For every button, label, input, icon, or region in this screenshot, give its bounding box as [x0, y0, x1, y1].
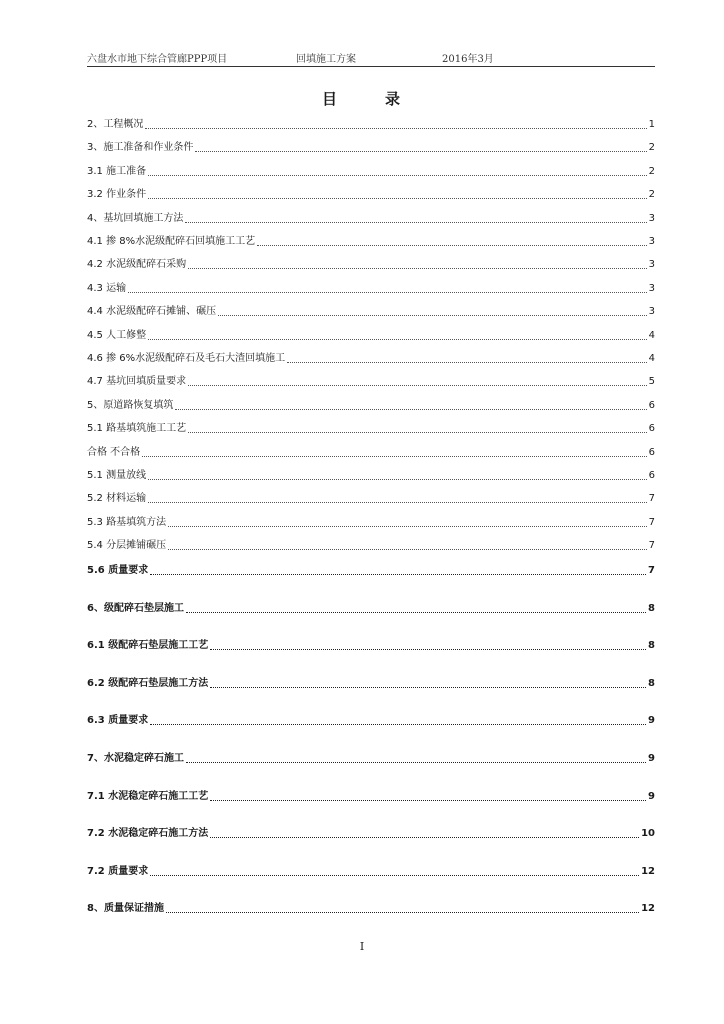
toc-entry[interactable]	[87, 397, 655, 413]
toc-entry-page: 7	[648, 516, 655, 528]
toc-entry-label: 5.4 分层摊铺碾压	[87, 540, 167, 552]
toc-entry-page: 2	[648, 189, 655, 201]
toc-entry[interactable]	[87, 210, 655, 226]
toc-entry-label: 6.3 质量要求	[87, 715, 149, 727]
toc-dot-leader	[148, 501, 647, 503]
toc-entry-page: 10	[641, 828, 655, 840]
toc-entry[interactable]	[87, 350, 655, 366]
toc-entry[interactable]	[87, 490, 655, 506]
toc-entry-label: 4.3 运输	[87, 282, 127, 294]
toc-entry-label: 4、基坑回填施工方法	[87, 212, 184, 224]
toc-entry-page: 3	[648, 259, 655, 271]
toc-entry-label: 6、级配碎石垫层施工	[87, 602, 184, 614]
toc-entry[interactable]	[87, 467, 655, 483]
toc-dot-leader	[148, 174, 647, 176]
toc-entry-page: 6	[648, 470, 655, 481]
page-header	[87, 50, 655, 67]
toc-entry[interactable]	[87, 327, 655, 343]
toc-entry[interactable]	[87, 444, 655, 460]
toc-dot-leader	[257, 244, 647, 246]
toc-entry[interactable]	[87, 256, 655, 272]
toc-dot-leader	[195, 150, 646, 152]
toc-entry-label: 2、工程概况	[87, 119, 144, 130]
toc-entry[interactable]	[87, 637, 655, 653]
toc-dot-leader	[148, 338, 647, 340]
toc-entry-label: 5.1 路基填筑施工工艺	[87, 423, 187, 435]
toc-entry[interactable]	[87, 163, 655, 179]
toc-entry[interactable]	[87, 186, 655, 202]
toc-entry[interactable]	[87, 116, 655, 132]
toc-entry[interactable]	[87, 303, 655, 319]
header-doc-title: 回填施工方案	[296, 54, 356, 65]
toc-dot-leader	[150, 723, 646, 725]
toc-entry-label: 4.6 掺 6%水泥级配碎石及毛石大渣回填施工	[87, 353, 286, 364]
toc-entry-page: 3	[648, 282, 655, 294]
toc-entry[interactable]	[87, 562, 655, 578]
toc-entry-label: 4.4 水泥级配碎石摊铺、碾压	[87, 306, 217, 318]
toc-entry-page: 7	[648, 493, 655, 505]
toc-entry-label: 6.1 级配碎石垫层施工工艺	[87, 640, 209, 652]
toc-entry-label: 5.3 路基填筑方法	[87, 516, 167, 528]
toc-entry[interactable]	[87, 420, 655, 436]
toc-entry-label: 4.2 水泥级配碎石采购	[87, 259, 187, 271]
toc-entry-label: 7.1 水泥稳定碎石施工工艺	[87, 790, 209, 802]
toc-entry-page: 3	[648, 236, 655, 247]
toc-dot-leader	[210, 686, 646, 688]
toc-entry-page: 2	[648, 165, 655, 177]
toc-entry-label: 5.1 测量放线	[87, 470, 147, 481]
toc-entry-page: 6	[648, 399, 655, 411]
toc-dot-leader	[287, 361, 647, 363]
toc-dot-leader	[145, 127, 646, 129]
toc-entry[interactable]	[87, 537, 655, 553]
toc-entry-page: 9	[648, 715, 655, 727]
toc-entry-page: 9	[648, 790, 655, 802]
toc-entry-label: 7.2 水泥稳定碎石施工方法	[87, 828, 209, 840]
toc-entry-label: 5.2 材料运输	[87, 493, 147, 505]
toc-dot-leader	[142, 455, 646, 457]
toc-dot-leader	[175, 408, 646, 410]
toc-dot-leader	[188, 384, 647, 386]
toc-entry-page: 7	[648, 565, 655, 576]
toc-entry[interactable]	[87, 139, 655, 155]
toc-entry-page: 12	[641, 865, 655, 877]
toc-entry-page: 8	[648, 677, 655, 689]
toc-dot-leader	[128, 291, 647, 293]
toc-entry-page: 8	[648, 640, 655, 652]
page-number: I	[359, 940, 365, 953]
toc-dot-leader	[188, 267, 647, 269]
toc-entry[interactable]	[87, 825, 655, 841]
toc-entry-page: 6	[648, 446, 655, 458]
toc-entry-label: 3、施工准备和作业条件	[87, 142, 194, 154]
toc-dot-leader	[166, 911, 639, 913]
toc-title	[0, 88, 724, 109]
toc-entry-page: 2	[648, 142, 655, 154]
toc-entry[interactable]	[87, 788, 655, 804]
header-date: 2016年3月	[442, 54, 494, 65]
toc-entry[interactable]	[87, 373, 655, 389]
toc-entry-page: 12	[641, 903, 655, 915]
toc-entry-page: 3	[648, 212, 655, 224]
toc-entry-page: 7	[648, 540, 655, 552]
toc-entry-label: 7、水泥稳定碎石施工	[87, 753, 184, 764]
toc-dot-leader	[186, 761, 646, 763]
toc-entry-page: 6	[648, 423, 655, 435]
toc-dot-leader	[148, 478, 647, 480]
toc-dot-leader	[210, 836, 639, 838]
toc-dot-leader	[186, 611, 646, 613]
toc-dot-leader	[168, 525, 647, 527]
toc-entry-page: 3	[648, 306, 655, 318]
toc-dot-leader	[150, 874, 639, 876]
toc-entry-label: 6.2 级配碎石垫层施工方法	[87, 677, 209, 689]
toc-entry-page: 9	[648, 753, 655, 764]
toc-dot-leader	[150, 573, 646, 575]
toc-entry-label: 合格 不合格	[87, 446, 141, 458]
toc-entry-page: 8	[648, 602, 655, 614]
toc-dot-leader	[210, 799, 646, 801]
toc-title-char-1: 目	[321, 90, 339, 108]
toc-entry-label: 8、质量保证措施	[87, 903, 164, 915]
toc-entry[interactable]	[87, 863, 655, 879]
toc-entry[interactable]	[87, 675, 655, 691]
toc-dot-leader	[168, 548, 647, 550]
toc-dot-leader	[148, 197, 647, 199]
toc-entry-page: 4	[648, 329, 655, 341]
toc-entry-label: 5.6 质量要求	[87, 565, 149, 576]
toc-entry-label: 5、原道路恢复填筑	[87, 399, 174, 411]
toc-entry[interactable]	[87, 514, 655, 530]
toc-dot-leader	[218, 314, 647, 316]
header-project: 六盘水市地下综合管廊PPP项目	[87, 54, 228, 65]
toc-dot-leader	[210, 648, 646, 650]
toc-entry[interactable]	[87, 280, 655, 296]
toc-entry[interactable]	[87, 600, 655, 616]
toc-entry[interactable]	[87, 712, 655, 728]
toc-entry[interactable]	[87, 900, 655, 916]
toc-entry-label: 3.1 施工准备	[87, 165, 147, 177]
toc-dot-leader	[188, 431, 647, 433]
toc-entry-label: 3.2 作业条件	[87, 189, 147, 201]
toc-entry-label: 7.2 质量要求	[87, 865, 149, 877]
toc-title-char-2: 录	[385, 90, 403, 108]
toc-entry-page: 4	[648, 353, 655, 364]
toc-entry-label: 4.7 基坑回填质量要求	[87, 376, 187, 388]
toc-entry-page: 5	[648, 376, 655, 388]
toc-entry[interactable]	[87, 750, 655, 766]
toc-dot-leader	[185, 221, 646, 223]
toc-entry[interactable]	[87, 233, 655, 249]
toc-entry-page: 1	[648, 119, 655, 130]
toc-entry-label: 4.1 掺 8%水泥级配碎石回填施工工艺	[87, 236, 256, 247]
toc-entry-label: 4.5 人工修整	[87, 329, 147, 341]
